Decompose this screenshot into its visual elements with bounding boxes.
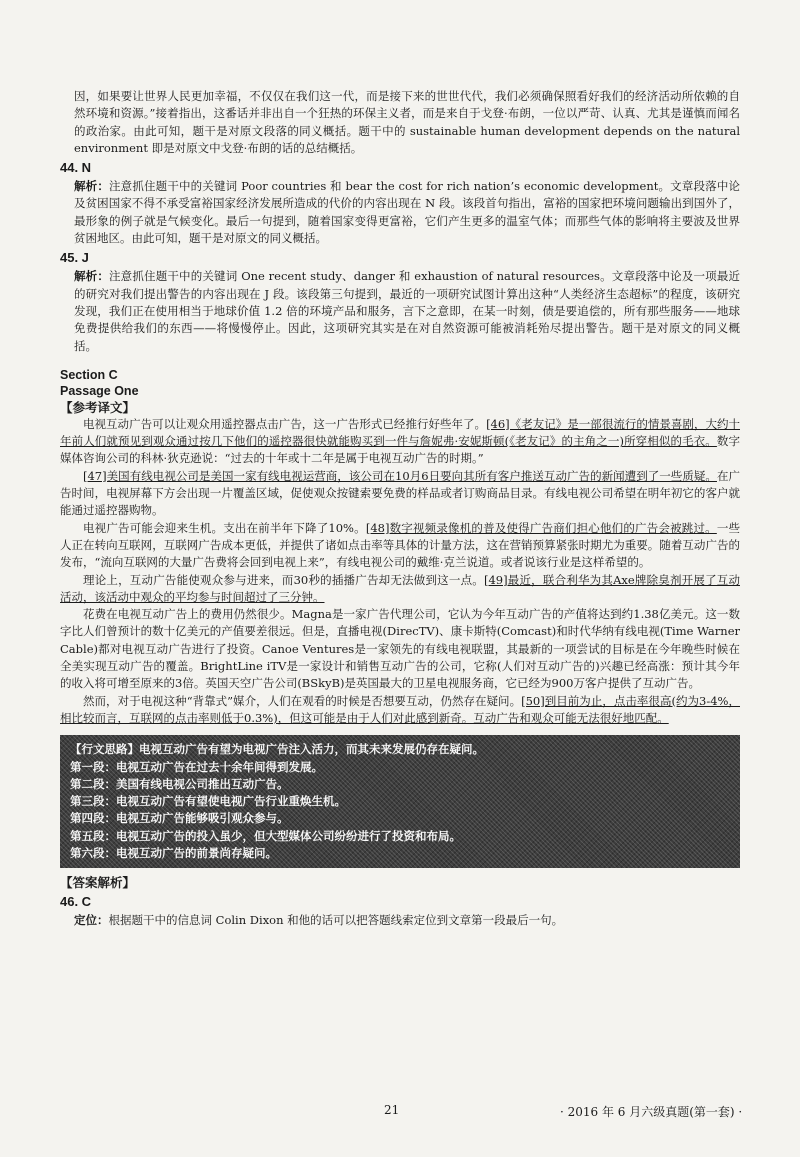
answer-47-text: [47]美国有线电视公司是美国一家有线电视运营商，该公司在10月6日要向其所有客户推送互动广告的新闻遭到了一些质疑。	[83, 468, 717, 483]
section-heading: Section C	[60, 367, 118, 382]
locate-text: 根据题干中的信息词 Colin Dixon 和他的话可以把答题线索定位到文章第一段最后一句。	[108, 913, 564, 928]
question-44-number: 44. N	[60, 160, 92, 176]
analysis-label: 解析：	[74, 269, 110, 284]
structure-line: 第五段：电视互动广告的投入虽少，但大型媒体公司纷纷进行了投资和布局。	[70, 828, 461, 843]
translation-paragraph-1: 电视互动广告可以让观众用遥控器点击广告，这一广告形式已经推行好些年了。[46]《老友记》是一部很流行的情景喜剧，大约十年前人们就预见到观众通过按几下他们的遥控器很快就能购买到一件与詹妮弗·安妮斯顿(《老友记》的主角之一)所穿相似的毛衣。数字媒体咨询公司的科林·狄克逊说：“过去的十年或十二年是属于电视互动广告的时期。”	[60, 416, 741, 466]
passage-heading: Passage One	[60, 383, 139, 398]
translation-paragraph-3: 电视广告可能会迎来生机。支出在前半年下降了10%。[48]数字视频录像机的普及使得广告商们担心他们的广告会被跳过。一些人正在转向互联网，互联网广告成本更低，并提供了诸如点击率等具体的计量方法，这在营销预算紧张时期尤为重要。随着互动广告的发布，“流向互联网的大量广告费将会回到电视上来”，有线电视公司的戴维·克兰说道。或者说该行业是这样希望的。	[60, 520, 740, 570]
structure-line: 第三段：电视互动广告有望使电视广告行业重焕生机。	[70, 794, 346, 809]
locate-label: 定位：	[74, 913, 109, 928]
analysis-label: 解析：	[74, 179, 109, 194]
question-45-number: 45. J	[60, 250, 89, 266]
question-46-number: 46. C	[60, 894, 92, 910]
structure-line: 第一段：电视互动广告在过去十余年间得到发展。	[70, 759, 323, 774]
answer-50-text: [50]到目前为止，点击率很高(约为3-4%，相比较而言，互联网的点击率则低于0.3%)，但这可能是由于人们对此感到新奇。互动广告和观众可能无法很好地匹配。	[60, 693, 740, 725]
question-44-analysis	[60, 178, 740, 247]
answer-analysis-heading: 【答案解析】	[60, 875, 136, 891]
continued-paragraph: 因，如果要让世界人民更加幸福，不仅仅在我们这一代，而是接下来的世世代代，我们必须确保照看好我们的经济活动所依赖的自然环境和资源。”接着指出，这番话并非出自一个狂热的环保主义者，而是来自于戈登·布朗，一位以严苛、认真、尤其是谨慎而闻名的政治家。由此可知，题干是对原文段落的同义概括。题干中的 sustainable human development depends on the natural environment 即是对原文中戈登·布朗的话的总结概括。	[74, 89, 740, 155]
structure-line: 【行文思路】电视互动广告有望为电视广告注入活力，而其未来发展仍存在疑问。	[70, 742, 484, 757]
answer-46-text: [46]《老友记》是一部很流行的情景喜剧，大约十年前人们就预见到观众通过按几下他们的遥控器很快就能购买到一件与詹妮弗·安妮斯顿(《老友记》的主角之一)所穿相似的毛衣。	[60, 416, 740, 449]
question-46-analysis	[60, 912, 740, 929]
structure-line: 第二段：美国有线电视公司推出互动广告。	[70, 776, 289, 791]
analysis-text: 注意抓住题干中的关键词 One recent study、danger 和 exhaustion of natural resources。文章段落中论及一项最近的研究对我们提出警告的内容出现在 J 段。该段第三句提到，最近的一项研究试图计算出这种“人类经济生态超标”的程度，该研究发现，我们正在使用相当于地球价值 1.2 倍的环境产品和服务，言下之意即，在某一时刻，债是要追偿的，所有那些服务——地球免费提供给我们的东西——将慢慢停止。因此，这项研究其实是在对自然资源可能被消耗殆尽提出警告。题干是对原文的同义概括。	[74, 269, 740, 353]
page-number: 21	[384, 1103, 400, 1117]
answer-49-text: [49]最近，联合利华为其Axe牌除臭剂开展了互动活动，该活动中观众的平均参与时间超过了三分钟。	[60, 572, 740, 604]
translation-paragraph-4: 理论上，互动广告能使观众参与进来，而30秒的插播广告却无法做到这一点。[49]最近，联合利华为其Axe牌除臭剂开展了互动活动，该活动中观众的平均参与时间超过了三分钟。	[60, 572, 740, 604]
translation-heading: 【参考译文】	[60, 399, 136, 415]
translation-paragraph-5: 花费在电视互动广告上的费用仍然很少。Magna是一家广告代理公司，它认为今年互动广告的产值将达到约1.38亿美元。这一数字比人们曾预计的数十亿美元的产值要差很远。但是，直播电视(DirecTV)、康卡斯特(Comcast)和时代华纳有线电视(Time Warner Cable)都对电视互动广告进行了投资。Canoe Ventures是一家领先的有线电视联盟，其最新的一项尝试的目标是在今年晚些时候在全美实现互动广告的覆盖。BrightLine iTV是一家设计和销售互动广告的公司，它称(人们对互动广告的)兴趣已经高涨：预计其今年的收入将可增至原来的3倍。英国天空广告公司(BSkyB)是英国最大的卫星电视服务商，它已经为900万客户提供了互动广告。	[60, 607, 740, 691]
answer-48-text: [48]数字视频录像机的普及使得广告商们担心他们的广告会被跳过。	[365, 520, 717, 535]
translation-paragraph-6: 然而，对于电视这种“背靠式”媒介，人们在观看的时候是否想要互动，仍然存在疑问。[50]到目前为止，点击率很高(约为3-4%，相比较而言，互联网的点击率则低于0.3%)，但这可能是由于人们对此感到新奇。互动广告和观众可能无法很好地匹配。	[60, 693, 740, 725]
translation-paragraph-2: [47]美国有线电视公司是美国一家有线电视运营商，该公司在10月6日要向其所有客户推送互动广告的新闻遭到了一些质疑。在广告时间，电视屏幕下方会出现一片覆盖区域，促使观众按键索要免费的样品或者订购商品目录。有线电视公司希望在明年初它的客户就能通过遥控器购物。	[60, 468, 740, 518]
structure-outline-box	[60, 735, 740, 868]
analysis-text: 注意抓住题干中的关键词 Poor countries 和 bear the cost for rich nation’s economic development。文章段落中论及贫困国家不得不承受富裕国家经济发展所造成的代价的内容出现在 N 段。该段首句指出，富裕的国家把环境问题输出到国外了，最形象的例子就是气候变化。最后一句提到，随着国家变得更富裕，它们产生更多的温室气体；而那些气体的影响将主要波及世界贫困地区。由此可知，题干是对原文的同义概括。	[74, 179, 741, 246]
footer-title: · 2016 年 6 月六级真题(第一套) ·	[560, 1105, 743, 1119]
question-45-analysis	[60, 268, 740, 354]
document-body	[60, 88, 740, 930]
structure-line: 第四段：电视互动广告能够吸引观众参与。	[70, 811, 289, 826]
structure-line: 第六段：电视互动广告的前景尚存疑问。	[70, 845, 277, 860]
